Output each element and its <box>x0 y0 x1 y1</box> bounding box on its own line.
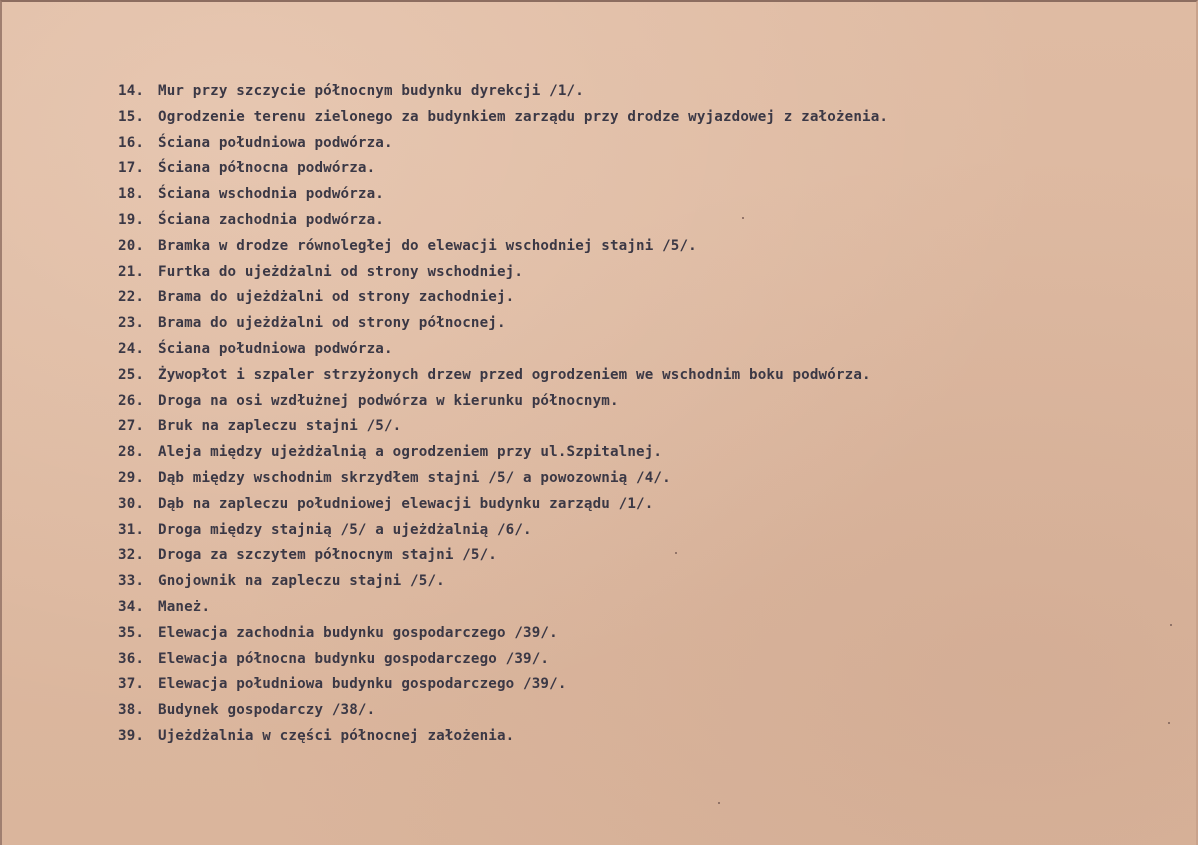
item-number: 23. <box>118 315 145 332</box>
item-number: 21. <box>118 263 145 280</box>
item-number: 28. <box>118 444 145 461</box>
list-item <box>118 724 888 750</box>
item-number: 34. <box>118 598 145 615</box>
item-text: Elewacja południowa budynku gospodarczego /39/. <box>158 676 567 693</box>
item-text: Brama do ujeżdżalni od strony północnej. <box>158 315 506 332</box>
item-number: 35. <box>118 624 145 641</box>
item-number: 26. <box>118 392 145 409</box>
list-item <box>118 156 888 182</box>
item-text: Brama do ujeżdżalni od strony zachodniej. <box>158 289 515 306</box>
item-text: Droga za szczytem północnym stajni /5/. <box>158 547 497 564</box>
item-number: 24. <box>118 340 145 357</box>
item-text: Gnojownik na zapleczu stajni /5/. <box>158 573 445 590</box>
list-item <box>118 595 888 621</box>
paper-speck <box>1170 624 1172 626</box>
numbered-list <box>118 79 888 750</box>
list-item <box>118 285 888 311</box>
item-number: 30. <box>118 495 145 512</box>
list-item <box>118 260 888 286</box>
item-text: Droga między stajnią /5/ a ujeżdżalnią /6/. <box>158 521 532 538</box>
list-item <box>118 698 888 724</box>
item-text: Dąb na zapleczu południowej elewacji budynku zarządu /1/. <box>158 495 654 512</box>
item-number: 39. <box>118 727 145 744</box>
item-text: Ściana zachodnia podwórza. <box>158 211 384 228</box>
item-text: Mur przy szczycie północnym budynku dyrekcji /1/. <box>158 83 584 99</box>
list-item <box>118 518 888 544</box>
list-item <box>118 672 888 698</box>
paper-speck <box>675 552 677 554</box>
list-item <box>118 337 888 363</box>
item-number: 36. <box>118 650 145 667</box>
list-item <box>118 208 888 234</box>
item-number: 38. <box>118 702 145 719</box>
item-number: 27. <box>118 418 145 435</box>
item-number: 31. <box>118 521 145 538</box>
item-text: Dąb między wschodnim skrzydłem stajni /5/ a powozownią /4/. <box>158 469 671 486</box>
item-text: Ujeżdżalnia w części północnej założenia. <box>158 727 515 744</box>
item-text: Elewacja zachodnia budynku gospodarczego /39/. <box>158 624 558 641</box>
list-item <box>118 234 888 260</box>
item-text: Żywopłot i szpaler strzyżonych drzew przed ogrodzeniem we wschodnim boku podwórza. <box>158 366 871 383</box>
list-item <box>118 311 888 337</box>
item-text: Maneż. <box>158 598 211 615</box>
list-item <box>118 389 888 415</box>
item-text: Aleja między ujeżdżalnią a ogrodzeniem przy ul.Szpitalnej. <box>158 444 663 461</box>
item-number: 37. <box>118 676 145 693</box>
item-text: Bramka w drodze równoległej do elewacji wschodniej stajni /5/. <box>158 237 697 254</box>
list-item <box>118 621 888 647</box>
list-item <box>118 466 888 492</box>
item-number: 33. <box>118 573 145 590</box>
item-number: 14. <box>118 83 145 99</box>
paper-speck <box>1168 722 1170 724</box>
item-text: Ściana południowa podwórza. <box>158 134 393 151</box>
list-item <box>118 79 888 105</box>
item-text: Ściana północna podwórza. <box>158 160 376 177</box>
paper-speck <box>742 217 744 219</box>
list-item <box>118 414 888 440</box>
list-item <box>118 543 888 569</box>
item-number: 22. <box>118 289 145 306</box>
item-number: 25. <box>118 366 145 383</box>
item-text: Ściana południowa podwórza. <box>158 340 393 357</box>
list-item <box>118 492 888 518</box>
item-text: Ogrodzenie terenu zielonego za budynkiem zarządu przy drodze wyjazdowej z założenia. <box>158 108 889 125</box>
item-text: Ściana wschodnia podwórza. <box>158 186 384 203</box>
item-number: 18. <box>118 186 145 203</box>
item-number: 32. <box>118 547 145 564</box>
item-text: Furtka do ujeżdżalni od strony wschodniej. <box>158 263 524 280</box>
list-item <box>118 363 888 389</box>
item-number: 17. <box>118 160 145 177</box>
list-item <box>118 182 888 208</box>
item-number: 19. <box>118 211 145 228</box>
list-item <box>118 440 888 466</box>
list-item <box>118 131 888 157</box>
item-text: Droga na osi wzdłużnej podwórza w kierunku północnym. <box>158 392 619 409</box>
item-number: 29. <box>118 469 145 486</box>
list-item <box>118 647 888 673</box>
list-item <box>118 105 888 131</box>
item-number: 15. <box>118 108 145 125</box>
paper-speck <box>718 802 720 804</box>
item-number: 20. <box>118 237 145 254</box>
list-item <box>118 569 888 595</box>
item-text: Bruk na zapleczu stajni /5/. <box>158 418 402 435</box>
item-text: Elewacja północna budynku gospodarczego /39/. <box>158 650 550 667</box>
item-text: Budynek gospodarczy /38/. <box>158 702 376 719</box>
item-number: 16. <box>118 134 145 151</box>
